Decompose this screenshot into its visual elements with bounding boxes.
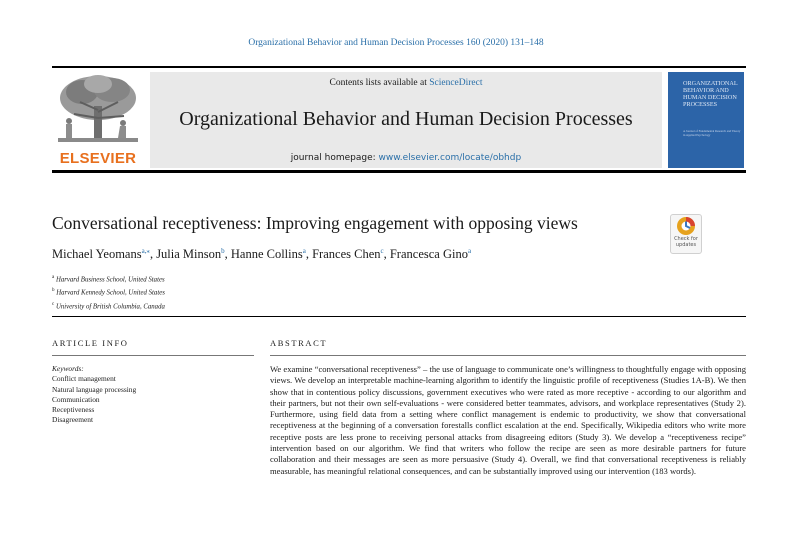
author-affiliation-mark[interactable]: a,⁎ <box>141 247 150 255</box>
author-name[interactable]: Frances Chen <box>312 247 381 262</box>
author-affiliation-mark[interactable]: a <box>467 247 472 255</box>
abstract-heading: ABSTRACT <box>270 338 328 348</box>
homepage-line <box>150 153 662 163</box>
cover-title: ORGANIZATIONAL BEHAVIOR AND HUMAN DECISION PROCESSES <box>683 80 738 108</box>
contents-prefix: Contents lists available at <box>329 78 430 88</box>
sciencedirect-link[interactable]: ScienceDirect <box>429 78 483 88</box>
section-divider <box>52 316 746 317</box>
elsevier-wordmark[interactable]: ELSEVIER <box>59 150 137 167</box>
author-affiliation-mark[interactable]: a <box>302 247 306 255</box>
affiliation-key: c <box>52 301 55 307</box>
author-name[interactable]: Francesca Gino <box>389 247 468 262</box>
keyword-item: Disagreement <box>52 415 94 425</box>
article-title: Conversational receptiveness: Improving engagement with opposing views <box>52 213 578 233</box>
affiliation-item <box>52 299 452 312</box>
contents-line <box>150 78 662 88</box>
homepage-link[interactable]: www.elsevier.com/locate/obhdp <box>378 153 522 163</box>
keyword-item: Conflict management <box>52 374 116 384</box>
cover-subtitle: A Journal of Fundamental Research and Theory in Applied Psychology <box>683 129 741 137</box>
affiliation-list <box>52 272 452 312</box>
affiliation-key: b <box>52 288 55 294</box>
check-for-updates-badge[interactable] <box>670 214 702 254</box>
article-info-heading: ARTICLE INFO <box>52 338 129 348</box>
affiliation-text: Harvard Kennedy School, United States <box>56 289 165 297</box>
author-name[interactable]: Michael Yeomans <box>52 247 142 262</box>
affiliation-item <box>52 272 452 285</box>
journal-citation[interactable]: Organizational Behavior and Human Decision Processes 160 (2020) 131–148 <box>248 38 544 48</box>
author-name[interactable]: Hanne Collins <box>230 247 303 262</box>
header-rule-bottom <box>52 170 746 173</box>
header-rule-top <box>52 66 746 68</box>
elsevier-tree-image <box>52 72 144 150</box>
keywords-label: Keywords: <box>52 364 84 373</box>
affiliation-text: Harvard Business School, United States <box>55 276 165 284</box>
keyword-item: Natural language processing <box>52 384 137 394</box>
keyword-item: Receptiveness <box>52 405 95 415</box>
check-for-updates-label[interactable]: Check for updates <box>674 236 698 248</box>
article-info-rule <box>52 355 254 356</box>
author-name[interactable]: Julia Minson <box>156 247 222 262</box>
author-list: Michael Yeomans$^{a,⁎}$, Julia Minson$^b$, Hanne Collins$^a$, Frances Chen$^c$, Francesca Gino$^a$ <box>52 247 472 262</box>
affiliation-key: a <box>52 275 55 280</box>
abstract-rule <box>270 355 746 356</box>
keyword-item: Communication <box>52 394 100 404</box>
affiliation-item <box>52 285 452 298</box>
author-affiliation-mark[interactable]: c <box>380 247 384 255</box>
homepage-prefix: journal homepage: <box>290 153 379 163</box>
author-affiliation-mark[interactable]: b <box>221 247 225 255</box>
abstract-text: We examine “conversational receptiveness” – the use of language to communicate one’s willingness to thoughtfully engage with opposing views. We develop an interpretable machine-learning algorithm to identify the linguistic profile of receptiveness (Studies 1A-B). We then show that in contentious policy discussions, government executives who were rated as more receptive - according to our algorithm and their partners, but not their own self-evaluations - were considered better teammates, advisors, and workplace representatives (Study 2). Furthermore, using field data from a setting where conflict management is endemic to productivity, we show that conversational receptiveness at the beginning of a conversation forestalls conflict escalation at the end. Specifically, Wikipedia editors who write more receptive posts are less prone to receiving personal attacks from disagreeing editors (Study 3). We develop a “receptiveness recipe” intervention based on our algorithm. We find that writers who follow the recipe are seen as more desirable partners for future collaboration and their messages are seen as more persuasive (Study 4). Overall, we find that conversational receptiveness is reliably measurable, has meaningful relational consequences, and can be substantially improved using our intervention (183 words). <box>270 364 746 476</box>
journal-name: Organizational Behavior and Human Decision Processes <box>179 108 633 130</box>
keywords-block <box>52 364 252 426</box>
check-for-updates-icon <box>671 215 701 237</box>
affiliation-text: University of British Columbia, Canada <box>55 302 165 310</box>
